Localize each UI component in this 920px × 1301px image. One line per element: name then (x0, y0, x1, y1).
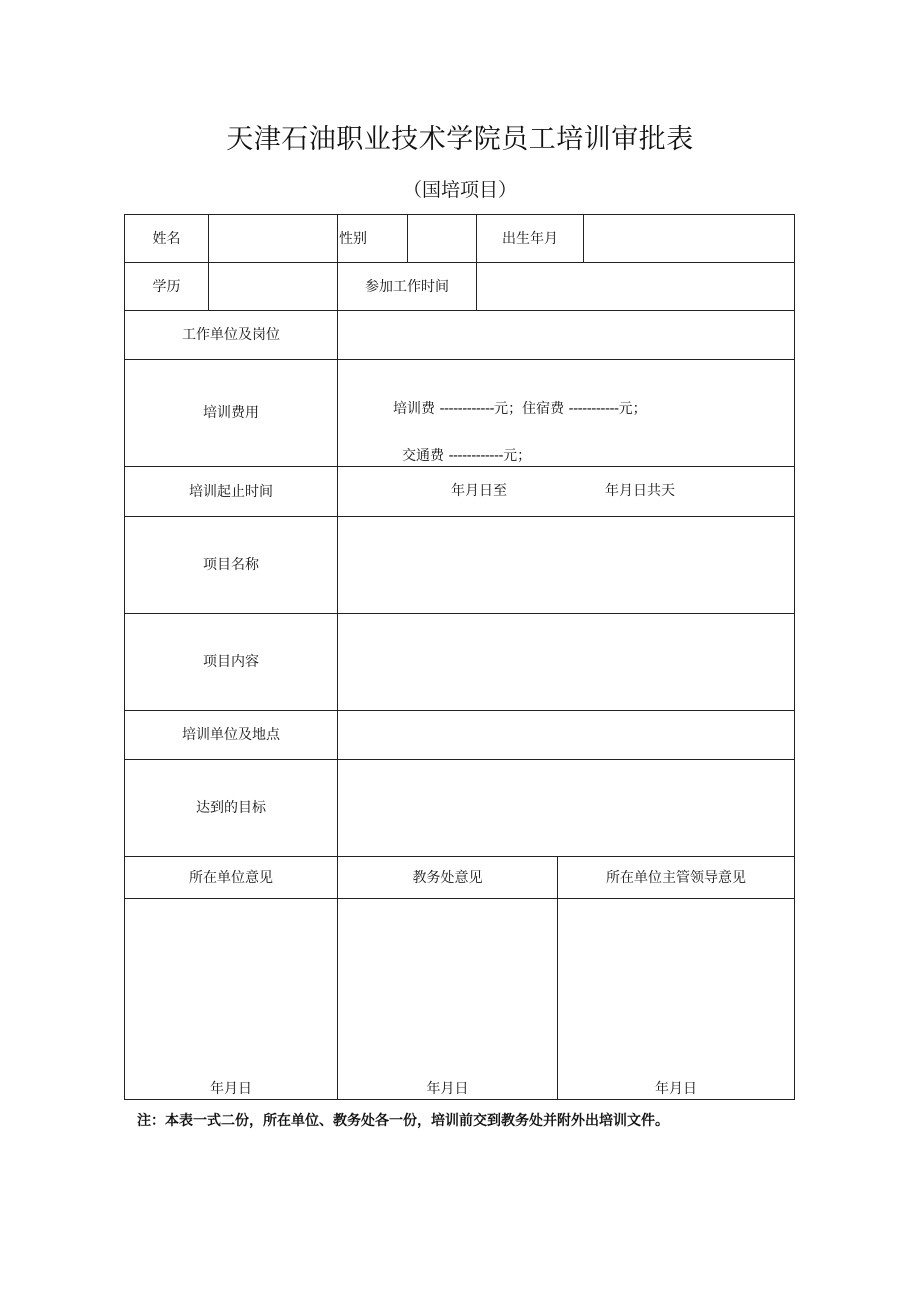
training-fee-label: 培训费 (393, 401, 435, 417)
transport-fee-unit: 元； (503, 448, 532, 464)
education-field[interactable] (209, 263, 337, 310)
goal-field[interactable] (338, 760, 794, 856)
work-start-label: 参加工作时间 (365, 278, 449, 295)
academic-opinion-header: 教务处意见 (412, 869, 483, 886)
unit-position-label: 工作单位及岗位 (182, 327, 280, 343)
project-content-label: 项目内容 (203, 654, 259, 670)
lodging-fee-blank[interactable]: ----------- (568, 401, 619, 417)
academic-opinion-date: 年月日 (426, 1081, 469, 1097)
period-from[interactable]: 年月日至 (451, 483, 507, 499)
gender-label: 性别 (339, 230, 367, 247)
transport-fee-label: 交通费 (402, 448, 444, 464)
leader-opinion-header: 所在单位主管领导意见 (606, 869, 746, 886)
birth-label: 出生年月 (502, 230, 558, 247)
unit-position-field[interactable] (338, 311, 794, 359)
training-unit-label: 培训单位及地点 (182, 727, 280, 743)
form-border-right (794, 214, 795, 1100)
page-subtitle: （国培项目） (402, 179, 517, 201)
unit-opinion-header: 所在单位意见 (189, 869, 273, 886)
lodging-fee-label: 住宿费 (522, 401, 565, 417)
form-border-bottom (124, 1099, 795, 1100)
unit-opinion-box[interactable] (125, 899, 337, 1099)
training-fee-line (393, 400, 647, 418)
training-fee-blank[interactable]: ------------ (439, 401, 495, 417)
name-field[interactable] (209, 215, 337, 262)
leader-opinion-date: 年月日 (655, 1081, 697, 1097)
fees-label: 培训费用 (203, 405, 259, 421)
academic-opinion-box[interactable] (338, 899, 557, 1099)
approval-form (124, 214, 795, 1100)
training-fee-unit: 元； (494, 401, 523, 417)
gender-field[interactable] (408, 215, 476, 262)
training-unit-field[interactable] (338, 711, 794, 759)
work-start-field[interactable] (477, 263, 794, 310)
leader-opinion-box[interactable] (558, 899, 794, 1099)
transport-fee-line (402, 447, 531, 465)
goal-label: 达到的目标 (196, 800, 266, 816)
page-title: 天津石油职业技术学院员工培训审批表 (226, 124, 694, 155)
birth-field[interactable] (584, 215, 794, 262)
unit-opinion-date: 年月日 (210, 1081, 252, 1097)
lodging-fee-unit: 元； (618, 401, 647, 417)
project-content-field[interactable] (338, 614, 794, 710)
name-label: 姓名 (152, 230, 181, 247)
education-label: 学历 (152, 278, 181, 295)
project-name-label: 项目名称 (203, 557, 259, 573)
transport-fee-blank[interactable]: ------------ (448, 448, 504, 464)
project-name-field[interactable] (338, 517, 794, 613)
footnote: 注：本表一式二份，所在单位、教务处各一份，培训前交到教务处并附外出培训文件。 (137, 1113, 669, 1129)
period-label: 培训起止时间 (189, 483, 273, 500)
period-to[interactable]: 年月日共天 (605, 483, 675, 499)
